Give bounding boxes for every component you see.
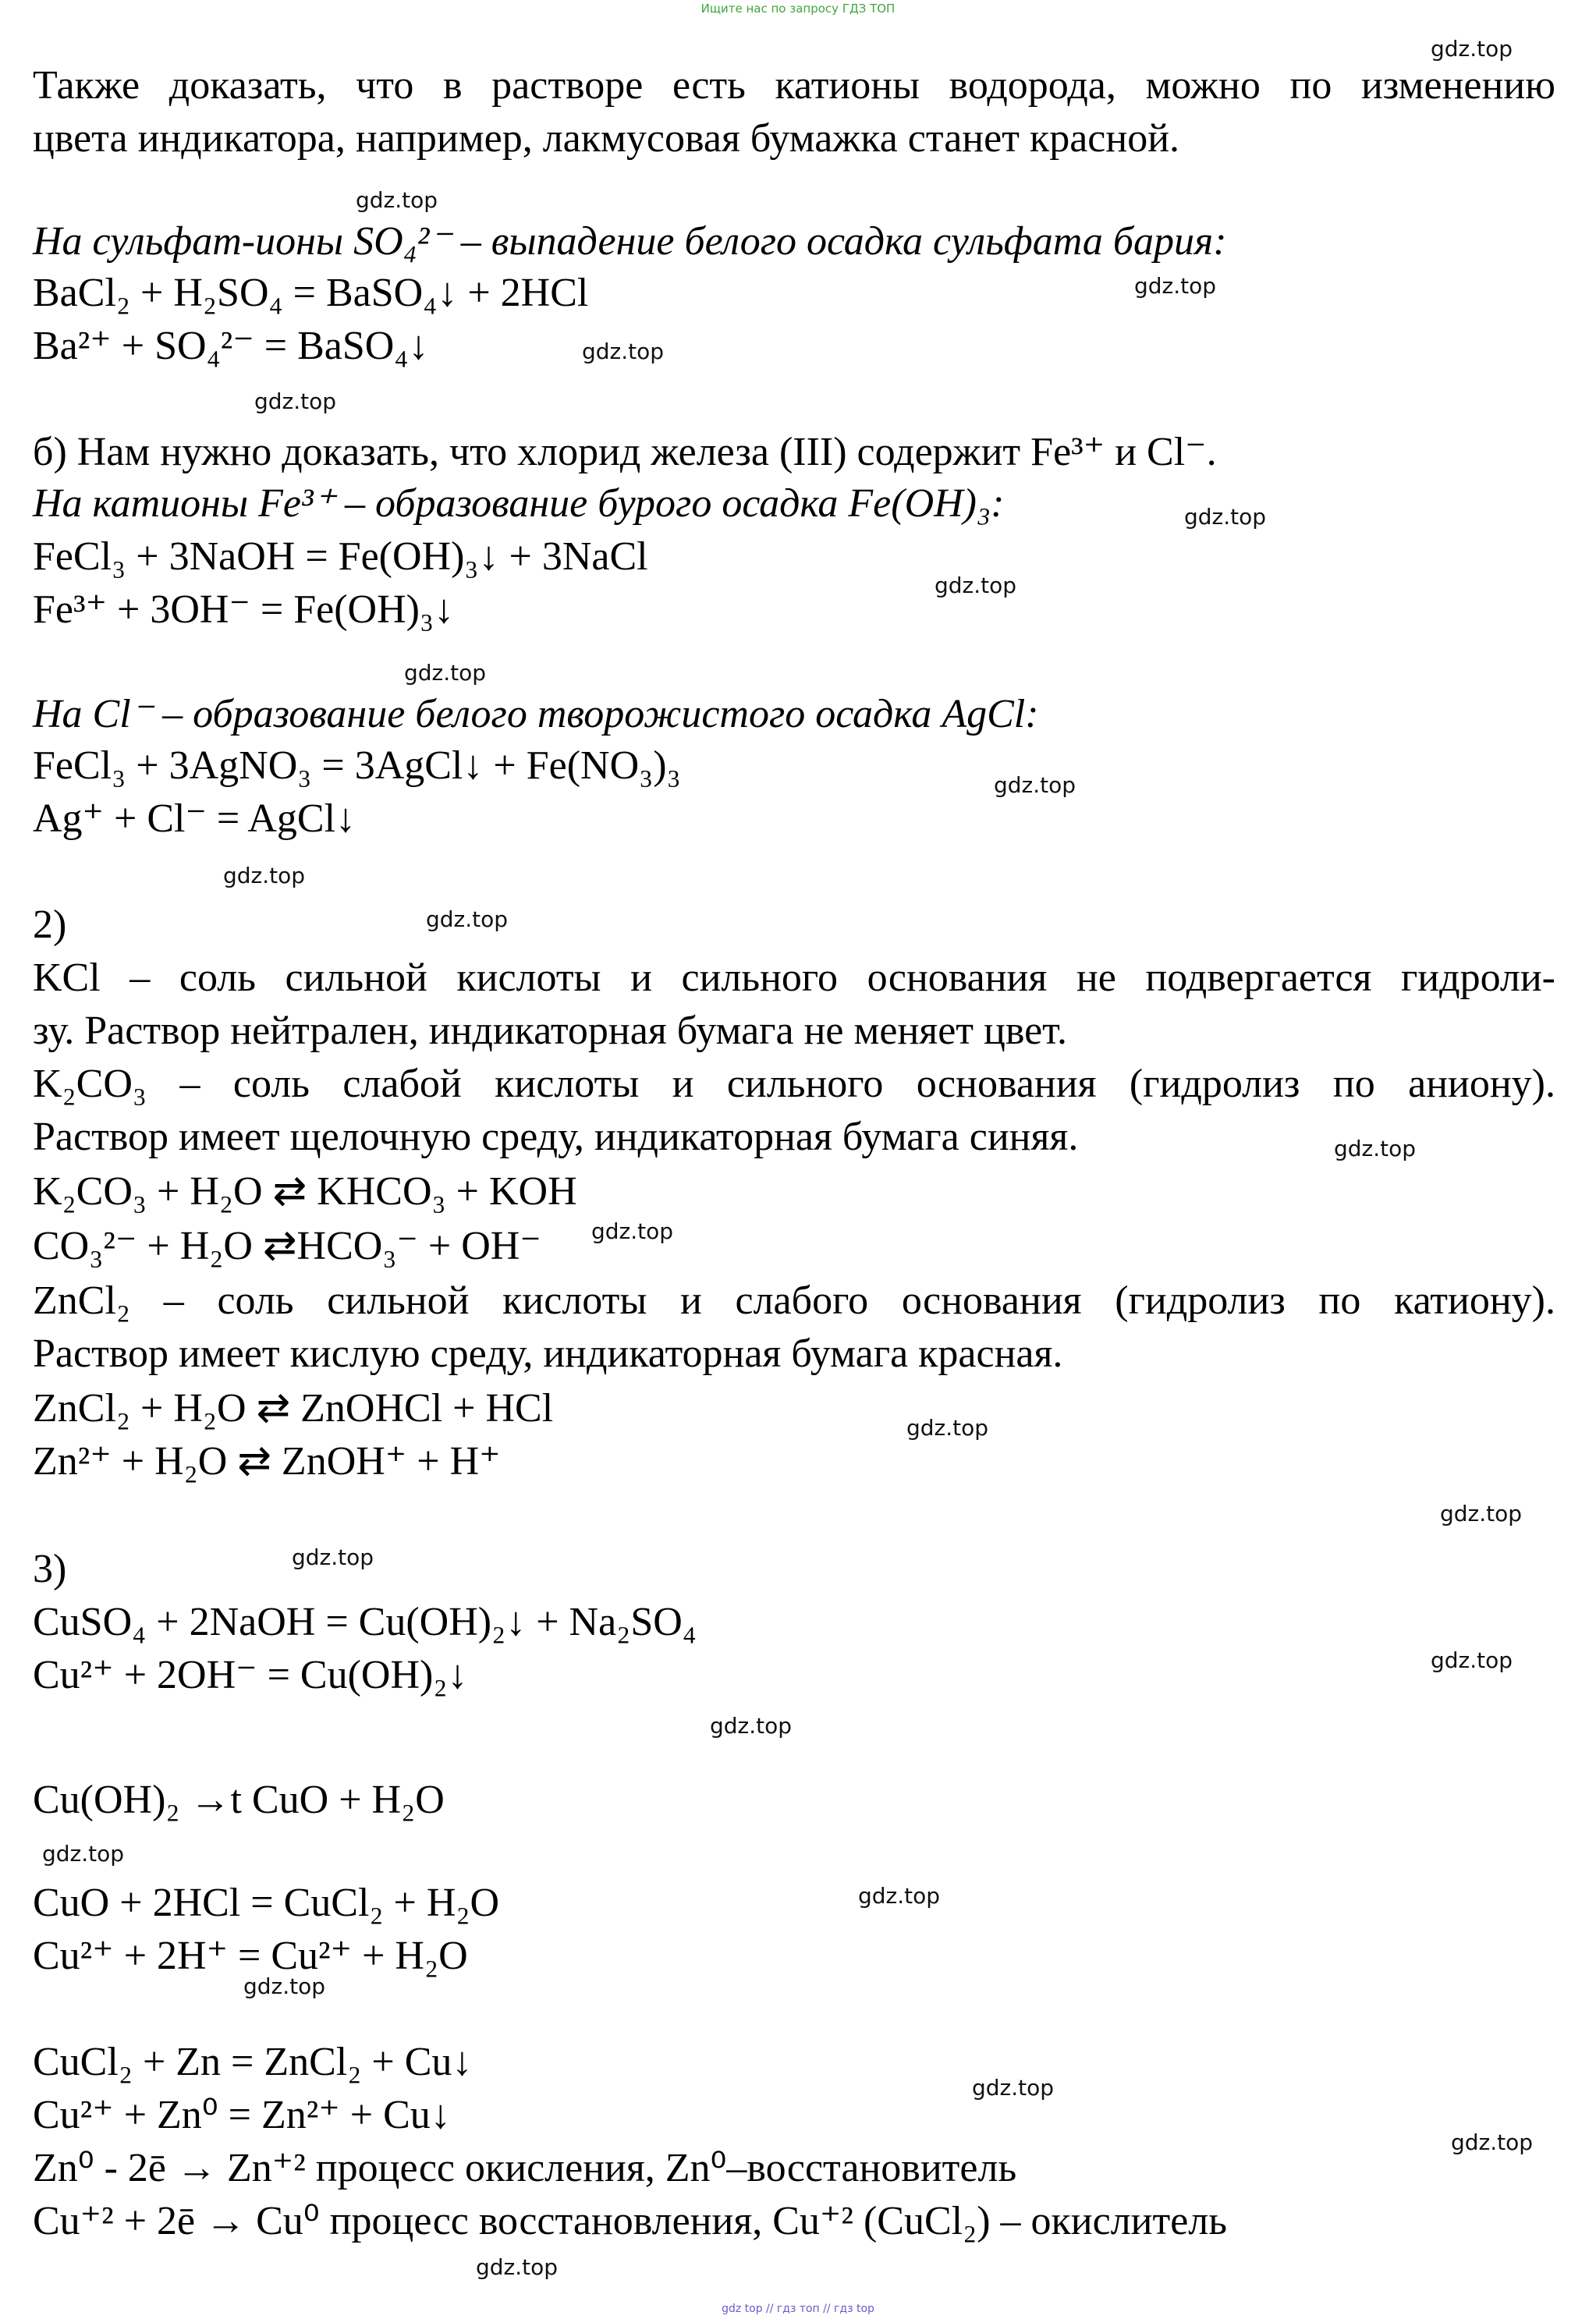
sulfate-heading: На сульфат-ионы SO₄²⁻ – выпадение белого осадка сульфата бария: bbox=[33, 219, 1227, 264]
k2co3-line-1: K₂CO₃ – соль слабой кислоты и сильного основания (гидролиз по аниону). bbox=[33, 1062, 1555, 1106]
part-b-statement: б) Нам нужно доказать, что хлорид железа (III) содержит Fe³⁺ и Cl⁻. bbox=[33, 430, 1217, 474]
site-watermark: gdz.top bbox=[1431, 36, 1513, 62]
equation-bacl2: BaCl₂ + H₂SO₄ = BaSO₄↓ + 2HCl bbox=[33, 271, 589, 315]
site-watermark: gdz.top bbox=[858, 1883, 941, 1909]
cl-heading: На Cl⁻ – образование белого творожистого осадка AgCl: bbox=[33, 692, 1039, 736]
equation-zn-ion: Zn²⁺ + H₂O ⇄ ZnOH⁺ + H⁺ bbox=[33, 1439, 501, 1484]
equation-cucl2-zn: CuCl₂ + Zn = ZnCl₂ + Cu↓ bbox=[33, 2040, 473, 2084]
site-watermark: gdz.top bbox=[426, 906, 509, 932]
site-watermark: gdz.top bbox=[1184, 504, 1267, 530]
site-watermark: gdz.top bbox=[404, 660, 487, 686]
equation-cu-zn-ion: Cu²⁺ + Zn⁰ = Zn²⁺ + Cu↓ bbox=[33, 2093, 451, 2137]
equation-fecl3-naoh: FeCl₃ + 3NaOH = Fe(OH)₃↓ + 3NaCl bbox=[33, 534, 648, 579]
equation-k2co3: K₂CO₃ + H₂O ⇄ KHCO₃ + KOH bbox=[33, 1169, 577, 1214]
top-banner-watermark: Ищите нас по запросу ГДЗ ТОП bbox=[700, 2, 896, 16]
site-watermark: gdz.top bbox=[476, 2254, 559, 2280]
equation-oxidation: Zn⁰ - 2ē → Zn⁺² процесс окисления, Zn⁰–восстановитель bbox=[33, 2146, 1017, 2190]
site-watermark: gdz.top bbox=[42, 1841, 125, 1867]
bottom-banner-watermark: gdz top // гдз топ // гдз top bbox=[722, 2303, 874, 2315]
zncl2-line-2: Раствор имеет кислую среду, индикаторная бумага красная. bbox=[33, 1331, 1063, 1376]
site-watermark: gdz.top bbox=[591, 1218, 674, 1244]
equation-fecl3-agno3: FeCl₃ + 3AgNO₃ = 3AgCl↓ + Fe(NO₃)₃ bbox=[33, 743, 681, 788]
equation-ba-ion: Ba²⁺ + SO₄²⁻ = BaSO₄↓ bbox=[33, 324, 429, 368]
site-watermark: gdz.top bbox=[1451, 2129, 1534, 2155]
intro-line-2: цвета индикатора, например, лакмусовая бумажка станет красной. bbox=[33, 116, 1180, 161]
equation-cu-oh: Cu²⁺ + 2OH⁻ = Cu(OH)₂↓ bbox=[33, 1653, 468, 1697]
site-watermark: gdz.top bbox=[582, 339, 665, 364]
section-2-label: 2) bbox=[33, 902, 67, 947]
site-watermark: gdz.top bbox=[243, 1973, 326, 1999]
equation-decomposition: Cu(OH)₂ →t CuO + H₂O bbox=[33, 1778, 445, 1822]
site-watermark: gdz.top bbox=[972, 2075, 1055, 2101]
site-watermark: gdz.top bbox=[254, 388, 337, 414]
site-watermark: gdz.top bbox=[1440, 1501, 1523, 1526]
intro-line-1: Также доказать, что в растворе есть катионы водорода, можно по изменению bbox=[33, 63, 1555, 108]
site-watermark: gdz.top bbox=[1334, 1136, 1417, 1161]
section-3-label: 3) bbox=[33, 1547, 67, 1591]
site-watermark: gdz.top bbox=[994, 772, 1076, 798]
equation-co3: CO₃²⁻ + H₂O ⇄HCO₃⁻ + OH⁻ bbox=[33, 1224, 541, 1268]
site-watermark: gdz.top bbox=[356, 187, 438, 213]
site-watermark: gdz.top bbox=[935, 573, 1017, 598]
equation-reduction: Cu⁺² + 2ē → Cu⁰ процесс восстановления, Cu⁺² (CuCl₂) – окислитель bbox=[33, 2199, 1227, 2243]
kcl-line-2: зу. Раствор нейтрален, индикаторная бумага не меняет цвет. bbox=[33, 1009, 1067, 1053]
site-watermark: gdz.top bbox=[1431, 1647, 1513, 1673]
equation-zncl2: ZnCl₂ + H₂O ⇄ ZnOHCl + HCl bbox=[33, 1386, 554, 1431]
zncl2-line-1: ZnCl₂ – соль сильной кислоты и слабого основания (гидролиз по катиону). bbox=[33, 1278, 1555, 1323]
equation-fe-ion: Fe³⁺ + 3OH⁻ = Fe(OH)₃↓ bbox=[33, 587, 455, 632]
site-watermark: gdz.top bbox=[223, 863, 306, 888]
equation-ag-ion: Ag⁺ + Cl⁻ = AgCl↓ bbox=[33, 796, 356, 841]
kcl-line-1: KCl – соль сильной кислоты и сильного основания не подвергается гидроли- bbox=[33, 956, 1555, 1000]
site-watermark: gdz.top bbox=[906, 1415, 989, 1441]
k2co3-line-2: Раствор имеет щелочную среду, индикаторная бумага синяя. bbox=[33, 1115, 1079, 1159]
fe-heading: На катионы Fe³⁺ – образование бурого осадка Fe(OH)₃: bbox=[33, 481, 1005, 526]
equation-cu-h: Cu²⁺ + 2H⁺ = Cu²⁺ + H₂O bbox=[33, 1934, 468, 1978]
site-watermark: gdz.top bbox=[292, 1544, 374, 1570]
site-watermark: gdz.top bbox=[710, 1713, 793, 1739]
equation-cuo-hcl: CuO + 2HCl = CuCl₂ + H₂O bbox=[33, 1881, 500, 1925]
equation-cuso4: CuSO₄ + 2NaOH = Cu(OH)₂↓ + Na₂SO₄ bbox=[33, 1600, 697, 1644]
site-watermark: gdz.top bbox=[1134, 273, 1217, 299]
